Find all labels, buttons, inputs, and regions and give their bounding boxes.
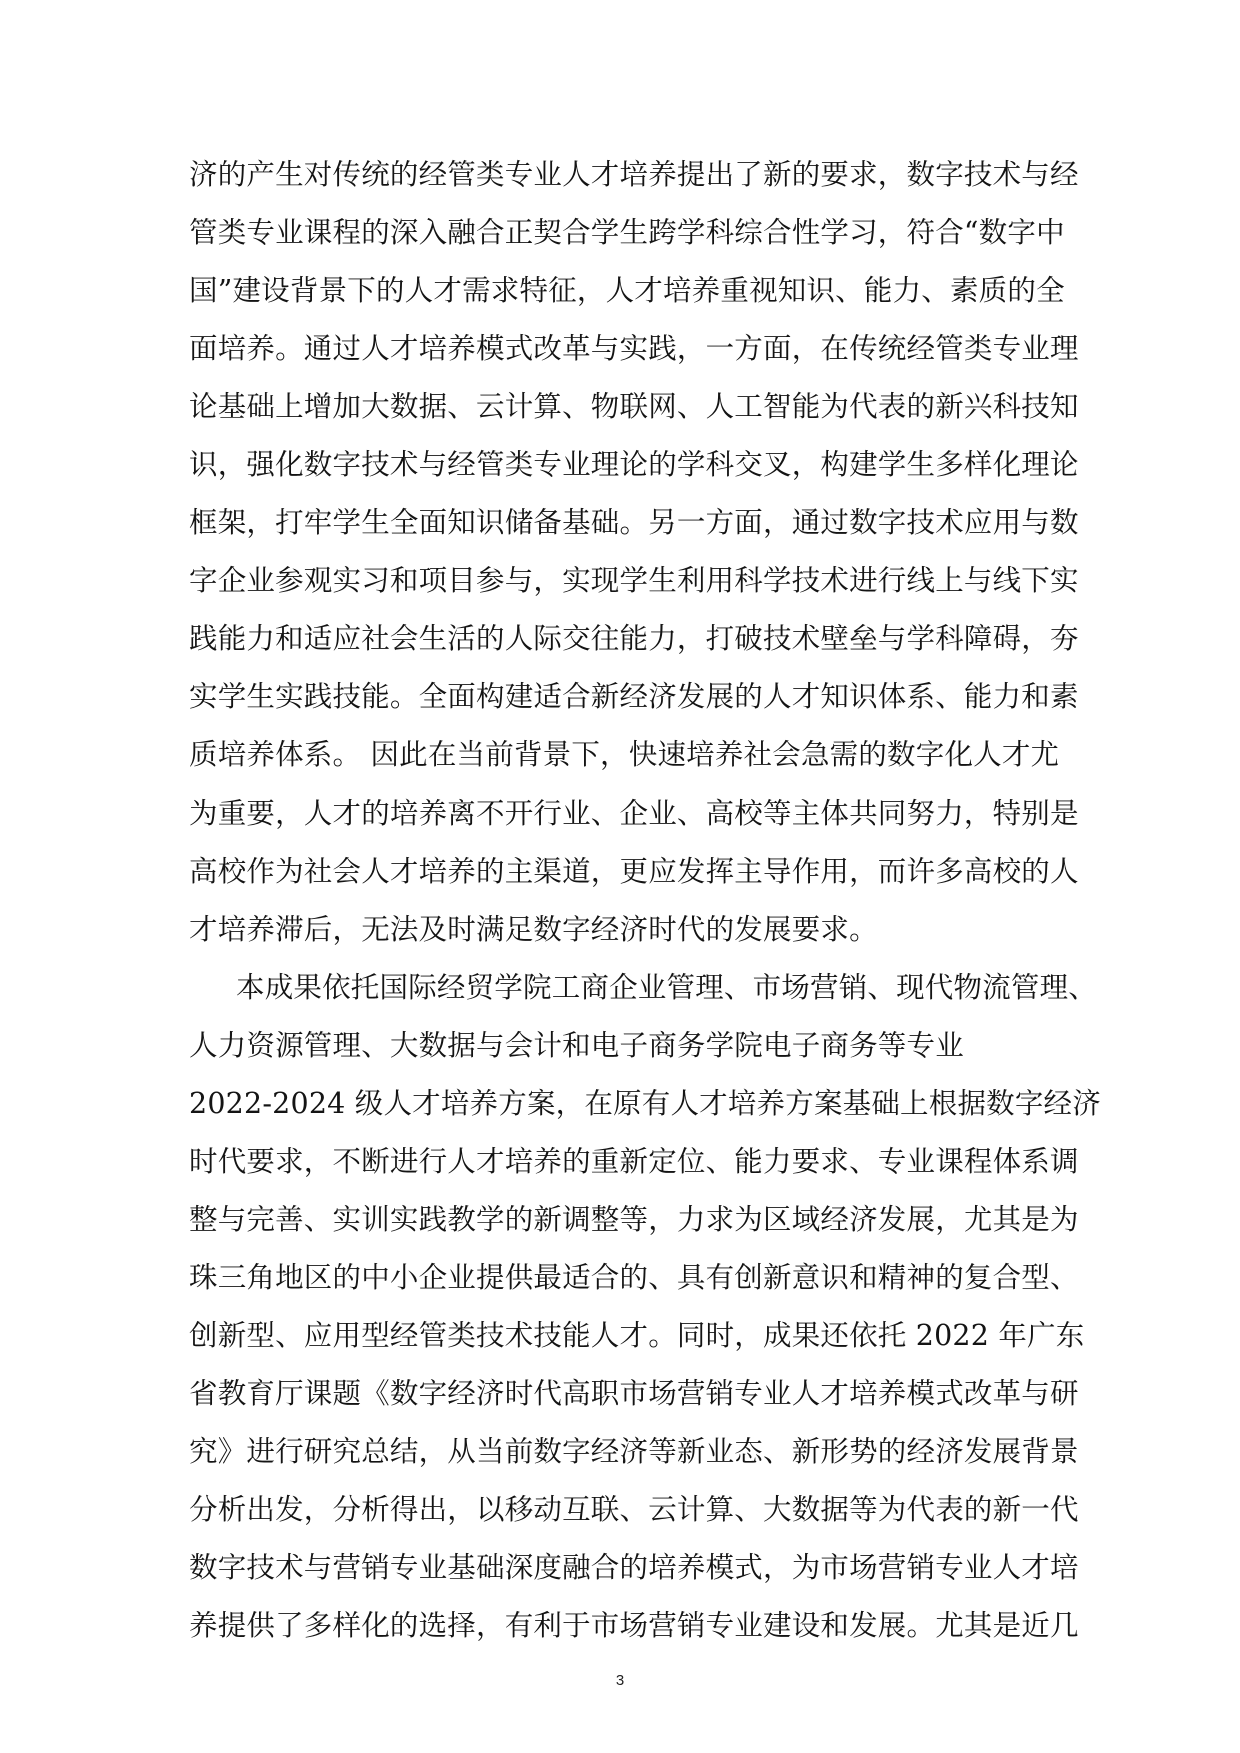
text-line: 养提供了多样化的选择，有利于市场营销专业建设和发展。尤其是近几 xyxy=(189,1609,1079,1643)
text-line: 2022-2024 级人才培养方案，在原有人才培养方案基础上根据数字经济 xyxy=(189,1086,1101,1120)
text-line: 整与完善、实训实践教学的新调整等，力求为区域经济发展，尤其是为 xyxy=(189,1202,1079,1236)
text-line: 济的产生对传统的经管类专业人才培养提出了新的要求，数字技术与经 xyxy=(189,158,1079,191)
text-line: 论基础上增加大数据、云计算、物联网、人工智能为代表的新兴科技知 xyxy=(189,390,1079,424)
text-line: 省教育厅课题《数字经济时代高职市场营销专业人才培养模式改革与研 xyxy=(189,1376,1079,1410)
text-line: 究》进行研究总结，从当前数字经济等新业态、新形势的经济发展背景 xyxy=(189,1435,1079,1469)
text-line: 字企业参观实习和项目参与，实现学生利用科学技术进行线上与线下实 xyxy=(189,564,1079,598)
text-line: 国”建设背景下的人才需求特征，人才培养重视知识、能力、素质的全 xyxy=(189,274,1065,308)
text-line: 识，强化数字技术与经管类专业理论的学科交叉，构建学生多样化理论 xyxy=(189,448,1079,482)
text-line: 创新型、应用型经管类技术技能人才。同时，成果还依托 2022 年广东 xyxy=(189,1318,1085,1352)
text-line: 实学生实践技能。全面构建适合新经济发展的人才知识体系、能力和素 xyxy=(189,680,1079,714)
text-line: 分析出发，分析得出，以移动互联、云计算、大数据等为代表的新一代 xyxy=(189,1493,1079,1527)
text-line: 高校作为社会人才培养的主渠道，更应发挥主导作用，而许多高校的人 xyxy=(189,854,1079,888)
text-line: 管类专业课程的深入融合正契合学生跨学科综合性学习，符合“数字中 xyxy=(189,216,1065,250)
page-number: 3 xyxy=(615,1672,625,1689)
text-line: 人力资源管理、大数据与会计和电子商务学院电子商务等专业 xyxy=(189,1028,964,1062)
text-line: 为重要，人才的培养离不开行业、企业、高校等主体共同努力，特别是 xyxy=(189,796,1079,830)
text-line: 数字技术与营销专业基础深度融合的培养模式，为市场营销专业人才培 xyxy=(189,1551,1079,1585)
text-line: 框架，打牢学生全面知识储备基础。另一方面，通过数字技术应用与数 xyxy=(189,506,1079,540)
text-line: 珠三角地区的中小企业提供最适合的、具有创新意识和精神的复合型、 xyxy=(189,1260,1079,1294)
text-line: 践能力和适应社会生活的人际交往能力，打破技术壁垒与学科障碍，夯 xyxy=(189,622,1079,656)
paragraph-start-line: 本成果依托国际经贸学院工商企业管理、市场营销、现代物流管理、 xyxy=(236,970,1098,1004)
text-line: 质培养体系。 因此在当前背景下，快速培养社会急需的数字化人才尤 xyxy=(189,738,1060,772)
text-line: 时代要求，不断进行人才培养的重新定位、能力要求、专业课程体系调 xyxy=(189,1144,1079,1178)
body-text xyxy=(189,146,1101,1655)
text-line: 面培养。通过人才培养模式改革与实践，一方面，在传统经管类专业理 xyxy=(189,332,1079,366)
text-line: 才培养滞后，无法及时满足数字经济时代的发展要求。 xyxy=(189,912,878,946)
